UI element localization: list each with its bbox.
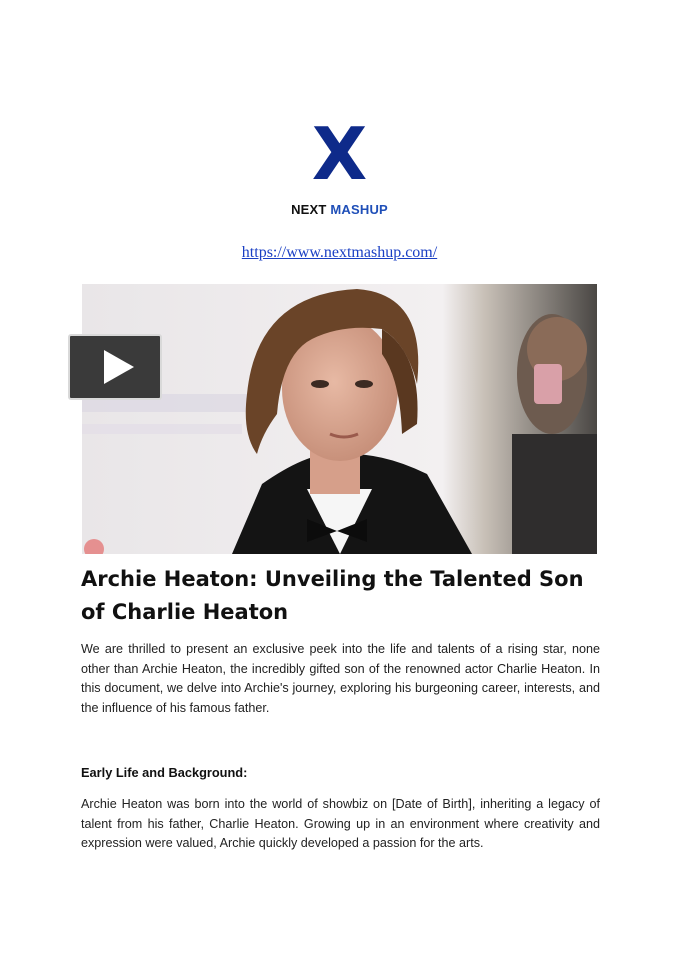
section-heading: Early Life and Background: [81,765,248,780]
article-title: Archie Heaton: Unveiling the Talented Son of Charlie Heaton [81,567,584,624]
logo-mark: X [311,112,368,196]
hero-photo [82,284,597,554]
intro-paragraph: We are thrilled to present an exclusive peek into the life and talents of a rising star, none other than Archie Heaton, the incredibly gifted son of the renowned actor Charlie Heaton. In this document, we delve into Archie's journey, exploring his burgeoning career, interests, and the influence of his famous father. [81,642,600,715]
website-link[interactable]: https://www.nextmashup.com/ [241,244,438,261]
brand-word-next: NEXT [291,202,327,217]
play-icon [70,336,160,398]
brand-name [0,202,679,217]
section-paragraph: Archie Heaton was born into the world of showbiz on [Date of Birth], inheriting a legacy of talent from his father, Charlie Heaton. Growing up in an environment where creativity and expression were valued, Archie quickly developed a passion for the arts. [81,797,600,850]
brand-word-mashup: MASHUP [330,202,388,217]
video-play-button[interactable] [68,334,162,400]
